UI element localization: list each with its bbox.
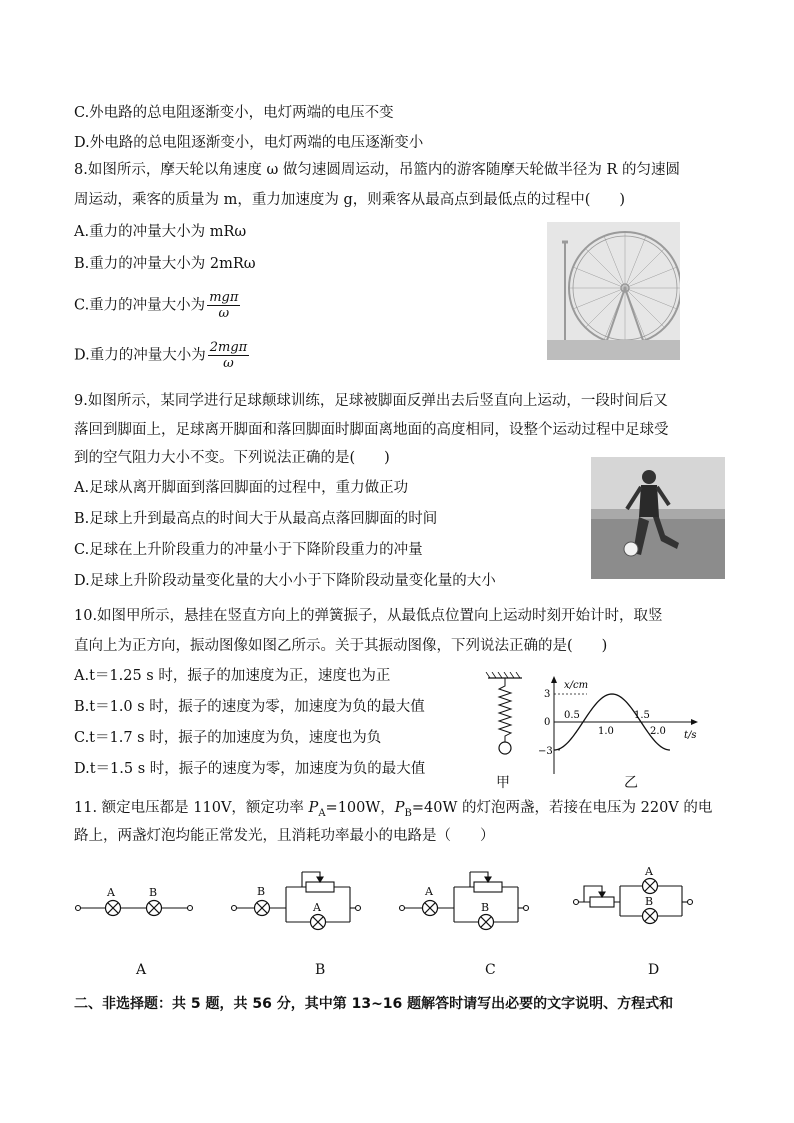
q8-option-c xyxy=(74,290,240,321)
graph-y-arrow xyxy=(551,676,557,683)
q8-option-c-fraction xyxy=(207,290,240,321)
q10-stem-line2: 直向上为正方向，振动图像如图乙所示。关于其振动图像，下列说法正确的是( ) xyxy=(74,638,608,654)
graph-xtick-1.5: 1.5 xyxy=(634,710,650,721)
circuit-d-lamp-a-label: A xyxy=(645,865,653,878)
circuit-a-lamp-a-label: A xyxy=(107,886,115,899)
q8-stem-line1: 8.如图所示，摩天轮以角速度 ω 做匀速圆周运动，吊篮内的游客随摩天轮做半径为 R 的匀速圆 xyxy=(74,162,681,178)
q7-option-c: C.外电路的总电阻逐渐变小，电灯两端的电压不变 xyxy=(74,105,394,121)
q9-stem-line2: 落回到脚面上，足球离开脚面和落回脚面时脚面离地面的高度相同，设整个运动过程中足球受 xyxy=(74,422,669,438)
q8-option-b: B.重力的冲量大小为 2mRω xyxy=(74,256,256,272)
graph-ytick-neg3: −3 xyxy=(538,746,553,757)
football-player-photo xyxy=(591,457,725,579)
circuit-b-lamp-b-label: B xyxy=(257,885,266,898)
q10-stem-line1: 10.如图甲所示，悬挂在竖直方向上的弹簧振子，从最低点位置向上运动时刻开始计时，取竖 xyxy=(74,608,663,624)
q9-option-a: A.足球从离开脚面到落回脚面的过程中，重力做正功 xyxy=(74,480,409,496)
q9-option-d: D.足球上升阶段动量变化量的大小小于下降阶段动量变化量的大小 xyxy=(74,573,496,589)
ferris-wheel-image xyxy=(547,222,680,360)
q9-option-c: C.足球在上升阶段重力的冲量小于下降阶段重力的冲量 xyxy=(74,542,423,558)
circuit-a xyxy=(76,901,193,916)
circuit-label-c: C xyxy=(485,962,496,978)
q8c-denominator: ω xyxy=(218,306,230,321)
vibration-graph xyxy=(534,674,714,778)
q11-stem-line1: 11. 额定电压都是 110V，额定功率 $P_A=100W$，$P_B=40W$ 的灯泡两盏，若接在电压为 220V 的电 xyxy=(74,800,713,819)
graph-xtick-1.0: 1.0 xyxy=(598,726,614,737)
figure-label-yi: 乙 xyxy=(624,775,638,791)
ferris-wheel-photo xyxy=(547,222,680,360)
circuit-label-b: B xyxy=(315,962,326,978)
circuit-c-lamp-b-label: B xyxy=(481,901,490,914)
q9-stem-line1: 9.如图所示，某同学进行足球颠球训练，足球被脚面反弹出去后竖直向上运动，一段时间后又 xyxy=(74,393,668,409)
spring-oscillator-figure xyxy=(484,672,528,784)
q10-option-c: C.t＝1.7 s 时，振子的加速度为负，速度也为负 xyxy=(74,730,382,746)
q8-option-c-text: C.重力的冲量大小为 xyxy=(74,297,206,314)
circuit-b xyxy=(232,872,361,930)
circuit-d-lamp-b-label: B xyxy=(645,895,654,908)
q8d-denominator: ω xyxy=(223,356,234,371)
graph-xlabel: t/s xyxy=(684,730,697,741)
circuit-diagrams xyxy=(70,860,740,940)
figure-label-jia: 甲 xyxy=(496,775,510,791)
graph-ylabel: x/cm xyxy=(564,680,589,691)
q8-option-d-text: D.重力的冲量大小为 xyxy=(74,347,206,364)
q10-option-b: B.t＝1.0 s 时，振子的速度为零，加速度为负的最大值 xyxy=(74,699,425,715)
circuit-a-lamp-b-label: B xyxy=(149,886,158,899)
q9-stem-line3: 到的空气阻力大小不变。下列说法正确的是( ) xyxy=(74,450,390,466)
q9-option-b: B.足球上升到最高点的时间大于从最高点落回脚面的时间 xyxy=(74,511,438,527)
circuit-c xyxy=(400,872,529,930)
q8-option-d-fraction xyxy=(208,340,249,371)
football-player-image xyxy=(591,457,725,579)
circuit-label-a: A xyxy=(136,962,147,978)
q8-option-a: A.重力的冲量大小为 mRω xyxy=(74,224,247,240)
section-2-heading: 二、非选择题：共 5 题，共 56 分，其中第 13~16 题解答时请写出必要的文字说明、方程式和 xyxy=(74,996,674,1012)
q8-stem-line2: 周运动，乘客的质量为 m，重力加速度为 g，则乘客从最高点到最低点的过程中( ) xyxy=(74,192,626,208)
q7-option-d: D.外电路的总电阻逐渐变小，电灯两端的电压逐渐变小 xyxy=(74,135,424,151)
q11-stem-line2: 路上，两盏灯泡均能正常发光，且消耗功率最小的电路是（ ） xyxy=(74,828,495,844)
circuit-c-lamp-a-label: A xyxy=(425,885,433,898)
q8d-numerator: 2mgπ xyxy=(209,340,248,355)
q10-option-a: A.t＝1.25 s 时，振子的加速度为正，速度也为正 xyxy=(74,668,391,684)
circuit-label-d: D xyxy=(648,962,660,978)
q8c-numerator: mgπ xyxy=(209,290,239,305)
q8-option-d xyxy=(74,340,249,371)
circuit-b-lamp-a-label: A xyxy=(313,901,321,914)
q10-option-d: D.t＝1.5 s 时，振子的速度为零，加速度为负的最大值 xyxy=(74,761,426,777)
circuit-d xyxy=(574,879,693,924)
graph-ytick-3: 3 xyxy=(544,689,551,700)
graph-xtick-2.0: 2.0 xyxy=(650,726,666,737)
graph-ytick-0: 0 xyxy=(544,717,551,728)
graph-x-arrow xyxy=(691,719,698,725)
graph-xtick-0.5: 0.5 xyxy=(564,710,580,721)
